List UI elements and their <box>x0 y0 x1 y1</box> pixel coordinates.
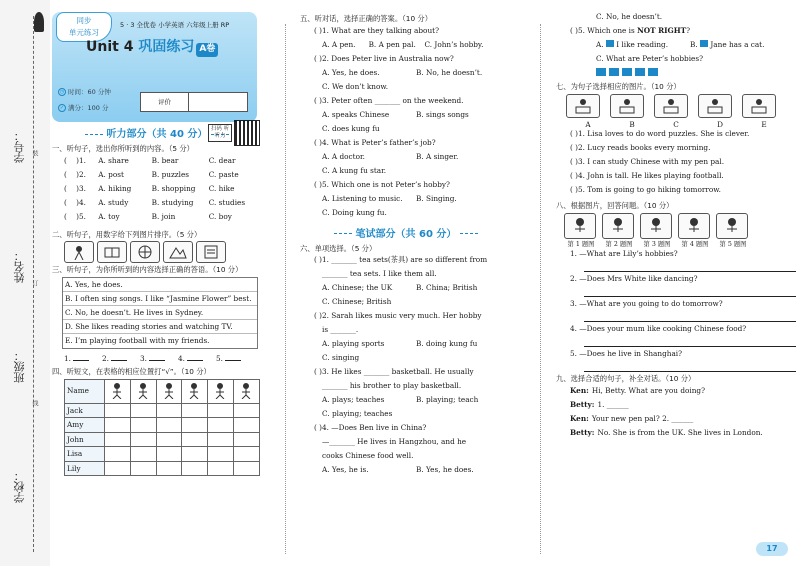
tick-cell[interactable] <box>105 461 131 476</box>
option: B. China; British <box>416 283 478 293</box>
section-title: 四、听短文，在表格的相应位置打“√”。（10 分） <box>52 367 211 377</box>
tick-cell[interactable] <box>234 418 260 433</box>
option: B. bear <box>151 155 179 165</box>
dialogue-line <box>556 414 796 428</box>
option: A. Yes, he is. <box>322 465 369 475</box>
tick-cell[interactable] <box>234 403 260 418</box>
option: C. studies <box>208 197 246 207</box>
question-line: ( )4. What is Peter’s father’s job? <box>314 137 436 147</box>
question-line: is _______. <box>322 325 359 335</box>
option-line <box>556 12 796 26</box>
dialogue-line <box>556 400 796 414</box>
writing-heading <box>300 228 512 241</box>
tick-cell[interactable] <box>208 447 234 462</box>
section-title: 七、为句子选择相应的图片。（10 分） <box>556 82 681 91</box>
picture-match-questions <box>556 129 796 199</box>
column-divider <box>285 24 286 554</box>
cut-mark: 线 <box>31 400 38 406</box>
activity-icon <box>105 379 131 403</box>
option-line <box>300 208 512 222</box>
question-line: ( )1. _______ tea sets(茶具) are so different from <box>314 255 488 265</box>
section-title: 九、选择合适的句子，补全对话。（10 分） <box>556 374 696 384</box>
option-line <box>300 166 512 180</box>
picture-letter: A <box>585 119 591 129</box>
choice-row <box>52 212 262 226</box>
speaker: Ken: <box>570 385 589 395</box>
blank-number: 5. <box>216 354 223 364</box>
option: C. dear <box>208 155 236 165</box>
speaker: Betty: <box>570 427 595 437</box>
table-header-row <box>65 379 260 403</box>
option: B. No, he doesn’t. <box>416 67 483 77</box>
question-line: cooks Chinese food well. <box>322 451 414 461</box>
option-letter: C. <box>596 54 604 63</box>
tick-cell[interactable] <box>234 447 260 462</box>
tick-cell[interactable] <box>156 461 182 476</box>
answer-slot[interactable]: ( )1. <box>64 155 86 165</box>
answer-slot[interactable]: ( )2. <box>64 169 86 179</box>
picture-letter: E <box>761 119 767 129</box>
mark-icon <box>622 68 632 76</box>
blank-number: 3. <box>140 354 147 364</box>
section-title: 三、听句子，为你所听到的内容选择正确的答语。（10 分） <box>52 265 243 275</box>
mark-icon <box>648 68 658 76</box>
option: B. studying <box>151 197 194 207</box>
writing-title: 笔试部分（共 60 分） <box>355 228 457 240</box>
listening-title: 听力部分（共 40 分） <box>106 129 208 140</box>
option: C. boy <box>208 211 232 221</box>
option: A. A doctor. <box>322 151 365 161</box>
dialogue-line <box>556 428 796 442</box>
mark-icon <box>635 68 645 76</box>
mark-icon <box>609 68 619 76</box>
table-row <box>65 432 260 447</box>
picture-icon <box>130 241 160 263</box>
answer-option: D. She likes reading stories and watching TV. <box>63 320 257 334</box>
table-row <box>65 447 260 462</box>
qr-code-icon[interactable] <box>234 120 260 146</box>
picture-icon <box>602 213 634 239</box>
tick-cell[interactable] <box>130 418 156 433</box>
question-line: 5. —Does he live in Shanghai? <box>570 349 683 359</box>
choice-row <box>52 184 262 198</box>
blank-item <box>216 353 254 365</box>
picture-questions <box>556 249 796 372</box>
mark-icon <box>596 68 606 76</box>
picture-row <box>564 213 796 239</box>
option: A. A pen. <box>322 39 356 49</box>
option-line <box>300 40 512 54</box>
unit-subtitle: 巩固练习 <box>138 39 195 55</box>
picture-caption: 第 4 题图 <box>681 240 709 248</box>
cut-mark: 装 <box>31 150 38 156</box>
rocket-icon <box>34 12 44 32</box>
choice-row <box>52 170 262 184</box>
option: A. Chinese; the UK <box>322 283 393 293</box>
time-text: 时间：60 分钟 <box>68 88 111 96</box>
tick-cell[interactable] <box>156 418 182 433</box>
option: B. doing kung fu <box>416 339 478 349</box>
picture-icon <box>163 241 193 263</box>
left-column <box>52 12 262 476</box>
blank-item <box>102 353 140 365</box>
tick-cell[interactable] <box>156 432 182 447</box>
question-line: ( )4. John is tall. He likes playing football. <box>570 171 724 181</box>
picture-icon <box>742 94 776 118</box>
question-line: ( )2. Sarah likes music very much. Her hobby <box>314 311 482 321</box>
option: B. playing; teach <box>416 395 479 405</box>
section-title: 一、听句子，选出你所听到的内容。（5 分） <box>52 144 194 154</box>
dialogue-lines <box>556 386 796 442</box>
option: C. A kung fu star. <box>322 165 387 175</box>
tick-cell[interactable] <box>130 432 156 447</box>
option: C. Doing kung fu. <box>322 207 387 217</box>
dialogue-text: No. She is from the UK. She lives in London. <box>597 427 763 437</box>
cut-mark: 订 <box>31 280 38 286</box>
picture-caption: 第 3 题图 <box>643 240 671 248</box>
tick-cell[interactable] <box>208 461 234 476</box>
picture-letters <box>566 120 796 130</box>
question-line: ( )3. He likes _______ basketball. He usually <box>314 367 474 377</box>
picture-icon <box>640 213 672 239</box>
name-cell: Amy <box>65 418 105 433</box>
tick-cell[interactable] <box>130 403 156 418</box>
question-line: —_______ He lives in Hangzhou, and he <box>322 437 467 447</box>
question-line: ( )3. I can study Chinese with my pen pal. <box>570 157 725 167</box>
option-line <box>556 54 796 68</box>
question-line: ( )5. Which one is not Peter’s hobby? <box>314 179 450 189</box>
qr-label: 扫码 听听力 <box>208 124 232 142</box>
student-number-label: 学号： <box>13 130 26 163</box>
answer-line[interactable] <box>584 338 796 347</box>
unit-header <box>52 12 257 122</box>
answer-options-box <box>62 277 258 349</box>
option-text: What are Peter’s hobbies? <box>605 54 704 63</box>
answer-slot[interactable]: ( )4. <box>64 197 86 207</box>
badge-line: 单元练习 <box>69 28 99 37</box>
blank-item <box>178 353 216 365</box>
name-cell: Lily <box>65 461 105 476</box>
picture-letter: D <box>717 119 723 129</box>
answer-slot[interactable]: ( )5. <box>64 211 86 221</box>
tick-cell[interactable] <box>105 403 131 418</box>
column-divider <box>540 24 541 554</box>
option: A. plays; teaches <box>322 395 385 405</box>
picture-icon <box>678 213 710 239</box>
option: A. study <box>98 197 129 207</box>
tick-cell[interactable] <box>182 447 208 462</box>
option: A. Yes, he does. <box>322 67 380 77</box>
picture-icon <box>566 94 600 118</box>
activity-icon <box>156 379 182 403</box>
answer-blanks <box>52 353 262 365</box>
option: B. Singing. <box>416 193 457 203</box>
evaluation-field[interactable] <box>189 93 247 111</box>
question-line: ( )4. —Does Ben live in China? <box>314 423 427 433</box>
option: B. shopping <box>151 183 196 193</box>
question-line: ( )3. Peter often _______ on the weekend. <box>314 95 464 105</box>
answer-line[interactable] <box>584 313 796 322</box>
picture-caption: 第 1 题图 <box>567 240 595 248</box>
question-line: ( )2. Does Peter live in Australia now? <box>314 53 454 63</box>
tick-cell[interactable] <box>234 461 260 476</box>
name-cell: Jack <box>65 403 105 418</box>
option: C. playing; teaches <box>322 409 393 419</box>
option-line <box>300 465 512 479</box>
tick-cell[interactable] <box>182 403 208 418</box>
tick-cell[interactable] <box>208 403 234 418</box>
speaker: Betty: <box>570 399 595 409</box>
tick-cell[interactable] <box>156 403 182 418</box>
option-line <box>300 68 512 82</box>
picture-letter: B <box>629 119 635 129</box>
picture-row <box>64 241 262 263</box>
answer-line[interactable] <box>584 288 796 297</box>
tick-table <box>64 379 260 477</box>
paper-tag: A卷 <box>196 43 218 57</box>
picture-caption: 第 2 题图 <box>605 240 633 248</box>
option-line <box>300 110 512 124</box>
question-line: ( )1. What are they talking about? <box>314 25 439 35</box>
picture-icon <box>97 241 127 263</box>
option-text: I like reading. <box>616 40 669 49</box>
option-letter: B. <box>690 40 698 49</box>
option: C. We don’t know. <box>322 81 389 91</box>
picture-icon <box>196 241 226 263</box>
question-line: _______ tea sets. I like them all. <box>322 269 437 279</box>
question-line: 1. —What are Lily’s hobbies? <box>570 249 678 259</box>
blank-item <box>64 353 102 365</box>
tick-cell[interactable] <box>234 432 260 447</box>
picture-icon <box>698 94 732 118</box>
speaker: Ken: <box>570 413 589 423</box>
option: A. speaks Chinese <box>322 109 390 119</box>
option-line <box>300 297 512 311</box>
question-line: ( )5. Tom is going to go hiking tomorrow. <box>570 185 721 195</box>
activity-icon <box>208 379 234 403</box>
question-text: ( )5. Which one is <box>570 26 635 35</box>
page-number: 17 <box>756 542 788 556</box>
tick-cell[interactable] <box>182 461 208 476</box>
answer-blank[interactable] <box>149 353 165 361</box>
table-header-cell: Name <box>65 379 105 403</box>
picture-icon <box>64 241 94 263</box>
table-row <box>65 403 260 418</box>
name-cell: Lisa <box>65 447 105 462</box>
option: A. Listening to music. <box>322 193 403 203</box>
tick-cell[interactable] <box>182 432 208 447</box>
option: C. singing <box>322 353 360 363</box>
option-letter: A. <box>596 40 604 49</box>
option-line <box>300 124 512 138</box>
picture-captions <box>562 241 796 249</box>
answer-option: B. I often sing songs. I like “Jasmine Flower” best. <box>63 292 257 306</box>
mark-icon <box>606 40 614 47</box>
tick-cell[interactable] <box>182 418 208 433</box>
school-label: 学校： <box>13 470 26 503</box>
blank-number: 1. <box>64 354 71 364</box>
mark-icon <box>700 40 708 47</box>
word-boxes <box>556 68 796 80</box>
tick-cell[interactable] <box>105 447 131 462</box>
evaluation-label: 评价 <box>141 93 189 111</box>
option: B. sings songs <box>416 109 469 119</box>
series-title: 5 · 3 全优卷 小学英语 六年级上册 RP <box>120 21 230 29</box>
blank-number: 2. <box>102 354 109 364</box>
option: C. paste <box>208 169 239 179</box>
question-line: _______ his brother to play basketball. <box>322 381 462 391</box>
single-choice-questions <box>300 255 512 479</box>
option-line <box>300 395 512 409</box>
question-line: 3. —What are you going to do tomorrow? <box>570 299 723 309</box>
binding-sidebar <box>0 0 50 566</box>
picture-icon <box>564 213 596 239</box>
score-text: 满分：100 分 <box>68 104 109 112</box>
dialogue-line <box>556 386 796 400</box>
dialogue-questions <box>300 26 512 222</box>
question-line: 4. —Does your mum like cooking Chinese food? <box>570 324 747 334</box>
option: B. Yes, he does. <box>416 465 474 475</box>
option <box>596 54 786 68</box>
dialogue-text: Your new pen pal? 2. ______ <box>591 413 694 423</box>
option-line <box>300 82 512 96</box>
option-line <box>300 283 512 297</box>
score-info <box>58 104 108 113</box>
answer-option: A. Yes, he does. <box>63 278 257 292</box>
option: A. toy <box>98 211 120 221</box>
evaluation-box <box>140 92 248 112</box>
option: A. hiking <box>98 183 132 193</box>
dialogue-text: 1. ______ <box>597 399 629 409</box>
question-line: ( )1. Lisa loves to do word puzzles. She is clever. <box>570 129 750 139</box>
option: B. join <box>151 211 176 221</box>
option-text: Jane has a cat. <box>710 40 765 49</box>
name-label: 姓名： <box>13 250 26 283</box>
answer-blank[interactable] <box>225 353 241 361</box>
answer-blank[interactable] <box>187 353 203 361</box>
tick-cell[interactable] <box>208 418 234 433</box>
activity-icon <box>234 379 260 403</box>
answer-blank[interactable] <box>111 353 127 361</box>
option <box>690 40 784 54</box>
option: A. playing sports <box>322 339 385 349</box>
tick-cell[interactable] <box>105 432 131 447</box>
blank-item <box>140 353 178 365</box>
option-line <box>300 353 512 367</box>
name-cell: John <box>65 432 105 447</box>
tick-cell[interactable] <box>156 447 182 462</box>
picture-icon <box>654 94 688 118</box>
activity-icon <box>182 379 208 403</box>
option: B. puzzles <box>151 169 190 179</box>
listening-heading <box>52 128 262 141</box>
listening-choice-list <box>52 156 262 226</box>
clock-icon: ◷ <box>59 89 65 95</box>
picture-icon <box>716 213 748 239</box>
option: A. post <box>98 169 124 179</box>
answer-line[interactable] <box>584 263 796 272</box>
dialogue-text: Hi, Betty. What are you doing? <box>591 385 705 395</box>
answer-line[interactable] <box>584 363 796 372</box>
answer-slot[interactable]: ( )3. <box>64 183 86 193</box>
question-emphasis: NOT RIGHT <box>637 26 687 35</box>
answer-option: C. No, he doesn’t. He lives in Sydney. <box>63 306 257 320</box>
option: B. A singer. <box>416 151 459 161</box>
unit-title <box>86 38 218 57</box>
activity-icon <box>130 379 156 403</box>
option-line <box>300 194 512 208</box>
section-title: 八、根据图片，回答问题。（10 分） <box>556 201 674 211</box>
qr-block <box>208 120 260 146</box>
option: C. No, he doesn’t. <box>596 12 663 21</box>
option: C. does kung fu <box>322 123 380 133</box>
question-line: 2. —Does Mrs White like dancing? <box>570 274 698 284</box>
section-title: 六、单项选择。（5 分） <box>300 243 377 253</box>
picture-caption: 第 5 题图 <box>719 240 747 248</box>
choice-row <box>52 156 262 170</box>
choice-row <box>52 198 262 212</box>
option <box>596 40 690 54</box>
table-row <box>65 418 260 433</box>
option: A. share <box>98 155 129 165</box>
question-line: ( )2. Lucy reads books every morning. <box>570 143 711 153</box>
tick-cell[interactable] <box>208 432 234 447</box>
time-info <box>58 88 111 97</box>
tick-cell[interactable] <box>130 461 156 476</box>
option: C. hike <box>208 183 235 193</box>
option: C. John’s hobby. <box>424 39 484 49</box>
tick-cell[interactable] <box>105 418 131 433</box>
right-column <box>556 12 796 442</box>
check-icon: ✓ <box>59 105 65 111</box>
option: B. A pen pal. <box>368 39 416 49</box>
answer-option: E. I’m playing football with my friends. <box>65 336 210 346</box>
picture-icon <box>610 94 644 118</box>
tick-cell[interactable] <box>130 447 156 462</box>
unit-number: Unit 4 <box>86 39 134 55</box>
option-line <box>300 339 512 353</box>
option-line <box>556 40 796 54</box>
option: C. Chinese; British <box>322 297 392 307</box>
section-title: 二、听句子，用数字给下列图片排序。（5 分） <box>52 229 202 239</box>
picture-row <box>566 94 796 118</box>
option-line <box>300 152 512 166</box>
blank-number: 4. <box>178 354 185 364</box>
question-end: ? <box>686 26 691 35</box>
table-row <box>65 461 260 476</box>
class-label: 班级： <box>13 350 26 383</box>
badge-line: 同步 <box>76 16 92 25</box>
section-title: 五、听对话，选择正确的答案。（10 分） <box>300 14 433 23</box>
answer-blank[interactable] <box>73 353 89 361</box>
picture-letter: C <box>673 119 679 129</box>
middle-column <box>300 12 512 479</box>
question-line <box>556 26 796 40</box>
option-line <box>300 409 512 423</box>
